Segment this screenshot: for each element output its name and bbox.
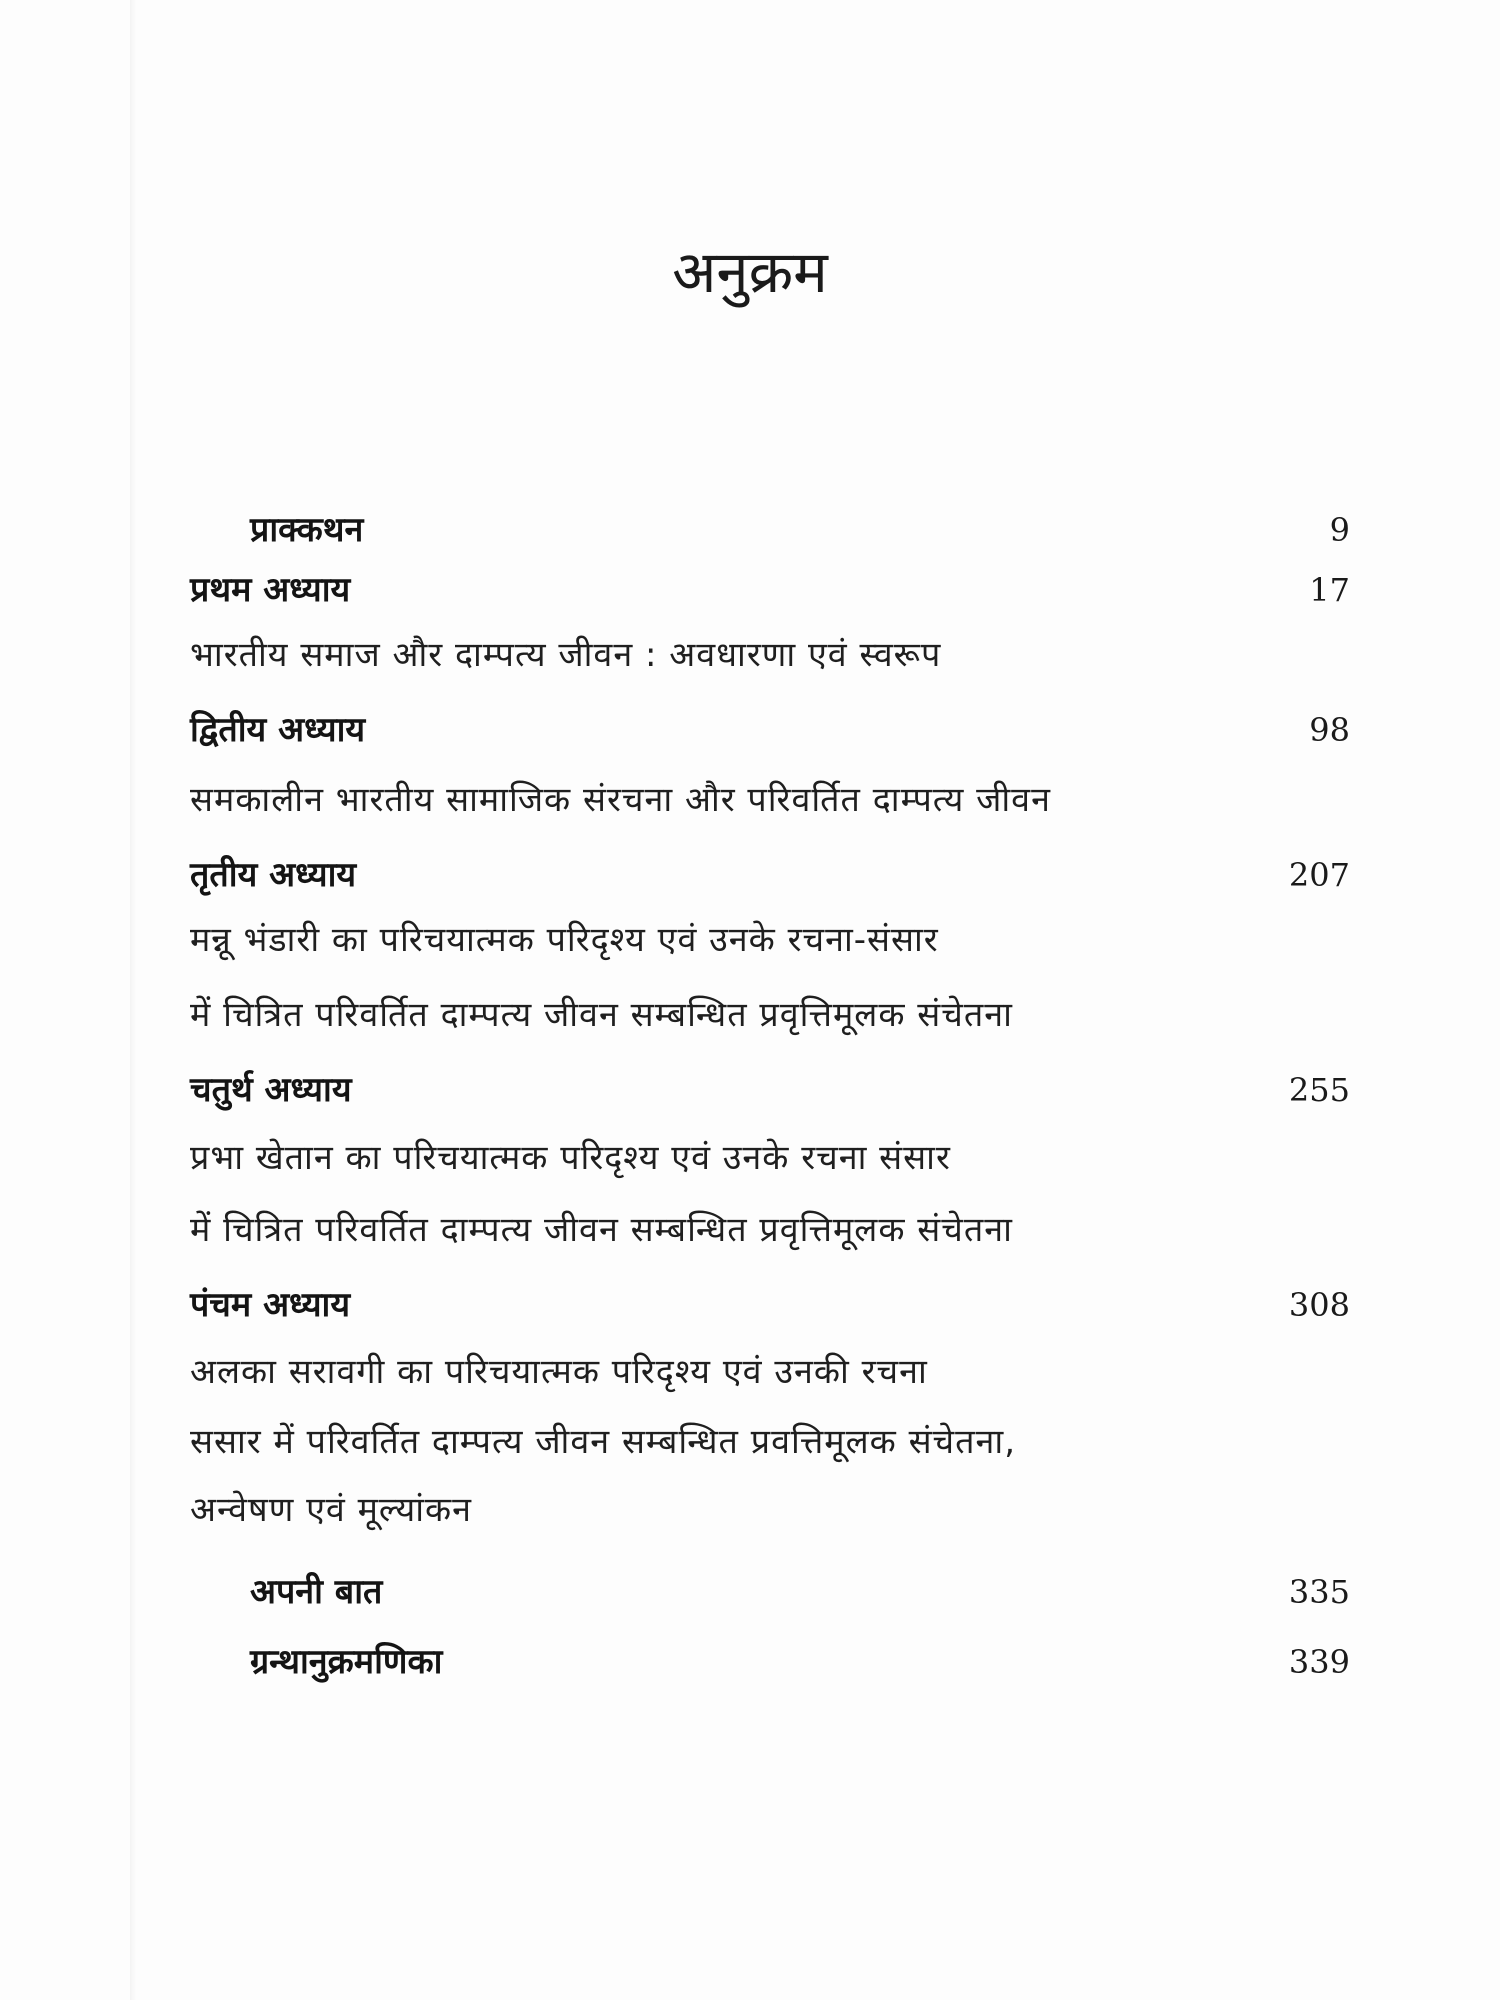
toc-heading: प्राक्कथन [250,510,364,550]
toc-page-number: 207 [1288,856,1350,894]
toc-heading: चतुर्थ अध्याय [190,1070,352,1110]
toc-heading: द्वितीय अध्याय [190,710,366,750]
toc-entry-chapter-3 [190,845,1360,905]
toc-page-number: 17 [1309,571,1350,609]
toc-description-line: ससार में परिवर्तित दाम्पत्य जीवन सम्बन्धित प्रवत्तिमूलक संचेतना, [190,1422,1017,1462]
page-title: अनुक्रम [672,238,828,306]
toc-description-line: प्रभा खेतान का परिचयात्मक परिदृश्य एवं उनके रचना संसार [190,1138,951,1178]
toc-description-line: समकालीन भारतीय सामाजिक संरचना और परिवर्तित दाम्पत्य जीवन [190,780,1051,820]
toc-page-number: 339 [1288,1643,1350,1681]
toc-heading: पंचम अध्याय [190,1285,351,1325]
toc-description-line: अलका सरावगी का परिचयात्मक परिदृश्य एवं उनकी रचना [190,1352,928,1392]
toc-description-line: अन्वेषण एवं मूल्यांकन [190,1490,472,1530]
toc-entry-chapter-5 [190,1275,1360,1335]
toc-entry-chapter-1 [190,560,1360,620]
toc-entry-chapter-4 [190,1060,1360,1120]
toc-entry-prakkathan [190,500,1360,560]
toc-heading: अपनी बात [250,1572,383,1612]
toc-page-number: 308 [1288,1286,1350,1324]
toc-description-line: में चित्रित परिवर्तित दाम्पत्य जीवन सम्बन्धित प्रवृत्तिमूलक संचेतना [190,995,1013,1035]
toc-entry-apni-baat [190,1562,1360,1622]
toc-description-line: मन्नू भंडारी का परिचयात्मक परिदृश्य एवं उनके रचना-संसार [190,920,939,960]
toc-description-line: भारतीय समाज और दाम्पत्य जीवन : अवधारणा एवं स्वरूप [190,635,942,675]
toc-page-number: 335 [1288,1573,1350,1611]
toc-entry-chapter-2 [190,700,1360,760]
toc-heading: प्रथम अध्याय [190,570,351,610]
toc-page-number: 255 [1288,1071,1350,1109]
toc-heading: ग्रन्थानुक्रमणिका [250,1642,443,1682]
toc-description-line: में चित्रित परिवर्तित दाम्पत्य जीवन सम्बन्धित प्रवृत्तिमूलक संचेतना [190,1210,1013,1250]
toc-heading: तृतीय अध्याय [190,855,357,895]
toc-page-number: 98 [1309,711,1350,749]
toc-entry-bibliography [190,1632,1360,1692]
toc-page-number: 9 [1329,511,1350,549]
